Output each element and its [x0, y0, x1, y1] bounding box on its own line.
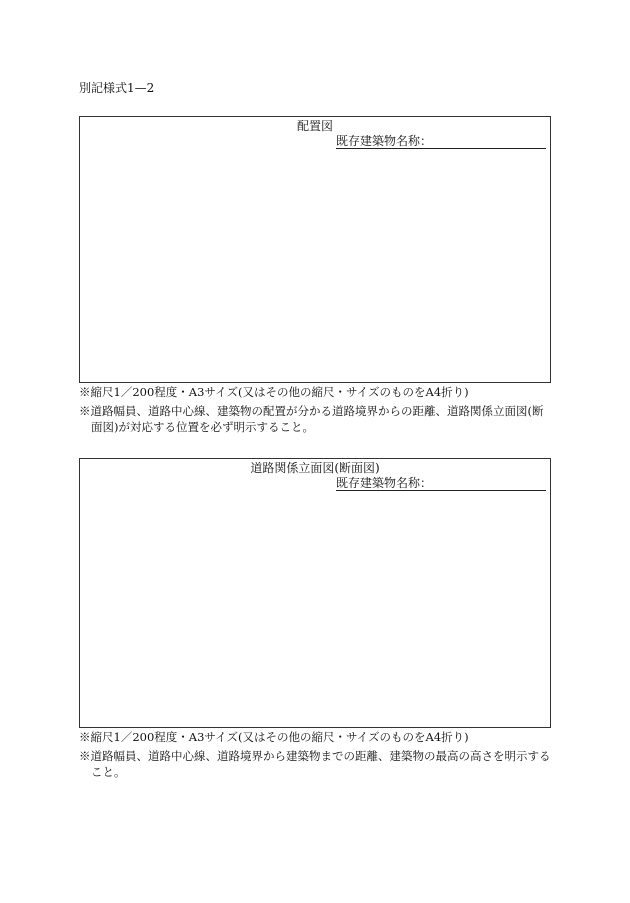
road-elevation-detail-note: ※道路幅員、道路中心線、道路境界から建築物までの距離、建築物の最高の高さを明示すること。: [79, 749, 551, 779]
site-plan-title: 配置図: [296, 119, 333, 133]
road-elevation-title: 道路関係立面図(断面図): [250, 461, 380, 475]
form-number: 別記様式1—2: [79, 81, 155, 95]
road-elevation-frame: [79, 458, 551, 728]
site-plan-frame: [79, 116, 551, 383]
site-plan-building-name-field: 既存建築物名称：: [336, 134, 546, 149]
site-plan-detail-note: ※道路幅員、道路中心線、建築物の配置が分かる道路境界からの距離、道路関係立面図(断面図)が対応する位置を必ず明示すること。: [79, 404, 544, 434]
site-plan-scale-note: ※縮尺1／200程度・A3サイズ(又はその他の縮尺・サイズのものをA4折り): [79, 385, 469, 399]
road-elevation-building-name-field: 既存建築物名称：: [336, 476, 546, 491]
road-elevation-scale-note: ※縮尺1／200程度・A3サイズ(又はその他の縮尺・サイズのものをA4折り): [79, 730, 469, 744]
